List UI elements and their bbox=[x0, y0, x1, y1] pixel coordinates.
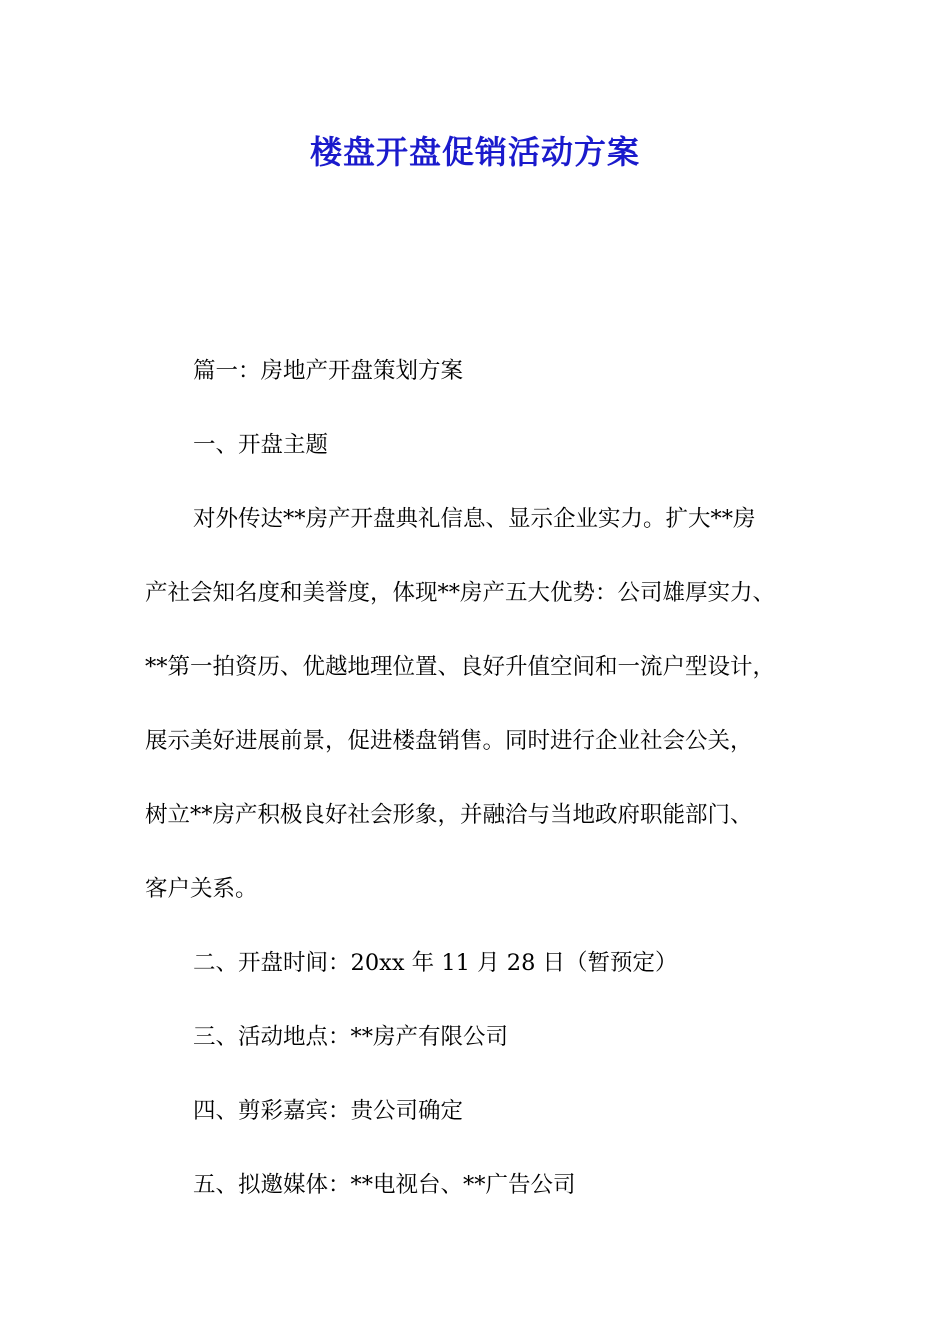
paragraph-line: 树立**房产积极良好社会形象，并融洽与当地政府职能部门、 bbox=[145, 802, 753, 828]
item-1-heading: 一、开盘主题 bbox=[193, 432, 329, 458]
item-1-paragraph bbox=[145, 482, 835, 926]
item-4-guests: 四、剪彩嘉宾：贵公司确定 bbox=[193, 1098, 464, 1124]
paragraph-line: 客户关系。 bbox=[145, 876, 258, 902]
item-2-open-time: 二、开盘时间：20xx 年 11 月 28 日（暂预定） bbox=[193, 950, 678, 976]
paragraph-line: 对外传达**房产开盘典礼信息、显示企业实力。扩大**房 bbox=[193, 506, 756, 532]
document-body bbox=[145, 334, 835, 1222]
section-heading: 篇一：房地产开盘策划方案 bbox=[193, 358, 464, 384]
item-5-media: 五、拟邀媒体：**电视台、**广告公司 bbox=[193, 1172, 576, 1198]
paragraph-line: **第一拍资历、优越地理位置、良好升值空间和一流户型设计， bbox=[145, 654, 776, 680]
paragraph-line: 展示美好进展前景，促进楼盘销售。同时进行企业社会公关， bbox=[145, 728, 753, 754]
paragraph-line: 产社会知名度和美誉度，体现**房产五大优势：公司雄厚实力、 bbox=[145, 580, 776, 606]
document-title: 楼盘开盘促销活动方案 bbox=[309, 133, 640, 171]
item-3-location: 三、活动地点：**房产有限公司 bbox=[193, 1024, 509, 1050]
